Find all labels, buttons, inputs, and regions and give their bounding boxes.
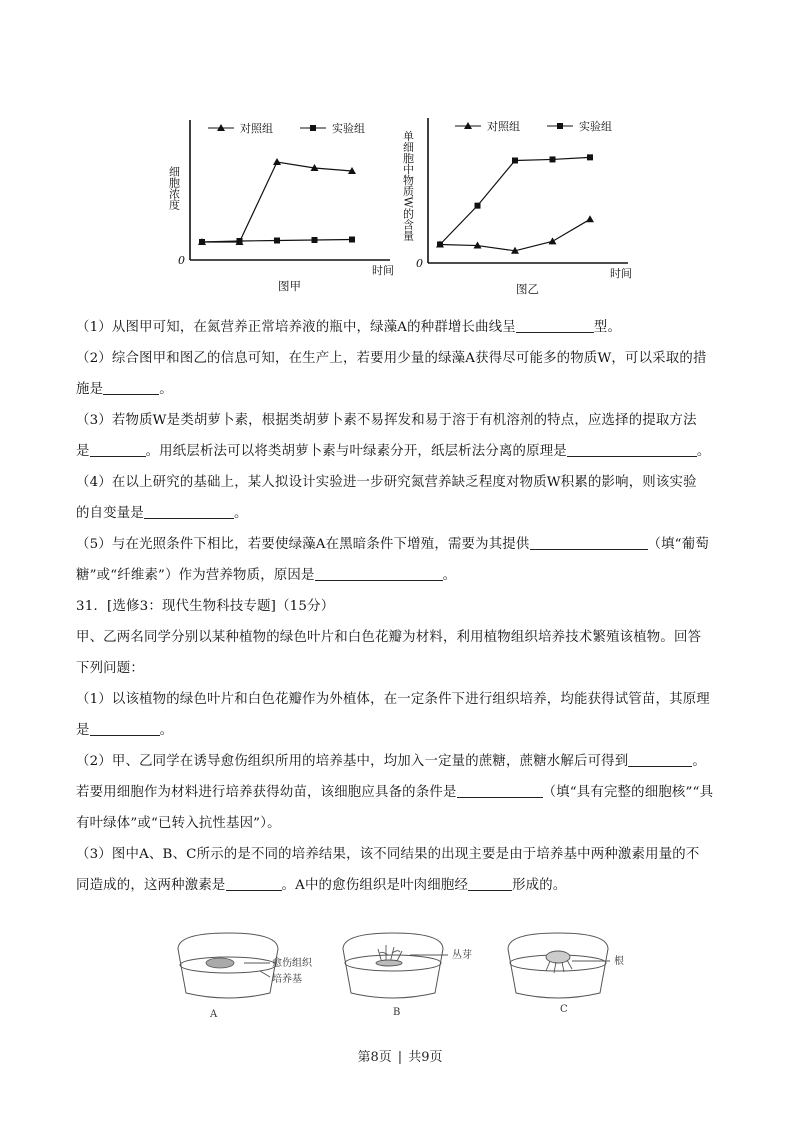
series-line (440, 157, 590, 244)
data-point-triangle (586, 215, 594, 222)
origin-label: 0 (178, 254, 185, 267)
legend-label: 实验组 (579, 120, 612, 133)
q5-line-2: 糖”或“纤维素”）作为营养物质，原因是 。 (76, 568, 457, 583)
y-axis-label: 细胞浓度 (167, 166, 181, 210)
roots-icon (546, 951, 572, 973)
footer-page: 第8页 (357, 1050, 392, 1065)
label-shoots: 丛芽 (452, 950, 472, 961)
data-point-square (349, 237, 355, 243)
data-point-square (237, 238, 243, 244)
q2-line-2: 施是 。 (76, 382, 173, 397)
q4-line-1: （4）在以上研究的基础上，某人拟设计实验进一步研究氮营养缺乏程度对物质W积累的影响，则该实验 (76, 475, 697, 490)
section-31-title: 31．[选修3：现代生物科技专题]（15分） (76, 599, 335, 614)
footer-total: 共9页 (408, 1050, 443, 1065)
q5-line-1: （5）与在光照条件下相比，若要使绿藻A在黑暗条件下增殖，需要为其提供 （填“葡萄 (76, 537, 709, 552)
series-line (440, 219, 590, 251)
caption-a: A (210, 1009, 218, 1020)
p2-line-1: （2）甲、乙同学在诱导愈伤组织所用的培养基中，均加入一定量的蔗糖，蔗糖水解后可得到 。 (76, 754, 706, 769)
data-point-square (587, 154, 593, 160)
q4-line-2: 的自变量是 。 (76, 506, 248, 521)
data-point-square (312, 237, 318, 243)
caption-c: C (560, 1004, 568, 1015)
x-axis-label: 时间 (372, 264, 394, 277)
p1-line-2: 是 。 (76, 723, 174, 738)
p2-line-3: 有叶绿体”或“已转入抗性基因”）。 (76, 816, 281, 831)
data-point-triangle (273, 158, 281, 165)
data-point-square (199, 239, 205, 245)
label-roots: 根 (614, 956, 624, 967)
q3-line-1: （3）若物质W是类胡萝卜素，根据类胡萝卜素不易挥发和易于溶于有机溶剂的特点，应选择的提取方法 (76, 413, 697, 428)
culture-dishes-illustration (160, 925, 630, 1025)
answer-blank[interactable] (90, 721, 160, 736)
answer-blank[interactable] (103, 380, 159, 395)
intro-line-2: 下列问题： (76, 661, 144, 676)
data-point-triangle (549, 237, 557, 244)
answer-blank[interactable] (144, 504, 234, 519)
answer-blank[interactable] (90, 442, 146, 457)
q1-line: （1）从图甲可知，在氮营养正常培养液的瓶中，绿藻A的种群增长曲线呈 型。 (76, 320, 622, 335)
data-point-square (550, 156, 556, 162)
answer-blank[interactable] (567, 442, 697, 457)
answer-blank[interactable] (226, 876, 282, 891)
legend-square-marker (557, 123, 563, 129)
label-medium: 培养基 (272, 974, 302, 985)
data-point-square (437, 242, 443, 248)
callus-icon (206, 958, 234, 968)
caption-b: B (393, 1007, 401, 1018)
p1-line-1: （1）以该植物的绿色叶片和白色花瓣作为外植体，在一定条件下进行组织培养，均能获得试管苗，其原理 (76, 692, 710, 707)
answer-blank[interactable] (315, 566, 443, 581)
data-point-square (274, 238, 280, 244)
line-charts (160, 95, 660, 305)
intro-line-1: 甲、乙两名同学分别以某种植物的绿色叶片和白色花瓣为材料，利用植物组织培养技术繁殖该植物。回答 (76, 630, 702, 645)
series-line (202, 162, 352, 242)
charts-figure (160, 95, 660, 305)
page-footer (0, 1046, 800, 1065)
p3-line-1: （3）图中A、B、C所示的是不同的培养结果，该不同结果的出现主要是由于培养基中两种激素用量的不 (76, 847, 700, 862)
p2-line-2: 若要用细胞作为材料进行培养获得幼苗，该细胞应具备的条件是 （填“具有完整的细胞核”“具 (76, 785, 714, 800)
answer-blank[interactable] (457, 783, 543, 798)
legend-square-marker (310, 125, 316, 131)
footer-separator: | (397, 1050, 403, 1065)
chart-title: 图乙 (516, 282, 539, 296)
answer-blank[interactable] (628, 752, 692, 767)
data-point-square (512, 158, 518, 164)
data-point-square (475, 203, 481, 209)
legend-label: 对照组 (240, 122, 273, 135)
origin-label: 0 (416, 257, 423, 270)
question-text (76, 312, 726, 901)
x-axis-label: 时间 (610, 267, 632, 280)
legend-label: 对照组 (487, 120, 520, 133)
dish-c-icon (508, 933, 608, 998)
answer-blank[interactable] (468, 876, 512, 891)
legend-label: 实验组 (332, 122, 365, 135)
label-callus: 愈伤组织 (272, 958, 312, 969)
q2-line-1: （2）综合图甲和图乙的信息可知，在生产上，若要用少量的绿藻A获得尽可能多的物质W，可以采取的措 (76, 351, 707, 366)
p3-line-2: 同造成的，这两种激素是 。A中的愈伤组织是叶肉细胞经 形成的。 (76, 878, 567, 893)
chart-title: 图甲 (278, 279, 301, 293)
answer-blank[interactable] (530, 535, 648, 550)
y-axis-label: 单细胞中物质W的含量 (401, 130, 415, 241)
answer-blank[interactable] (516, 318, 594, 333)
q3-line-2: 是 。用纸层析法可以将类胡萝卜素与叶绿素分开，纸层析法分离的原理是 。 (76, 444, 711, 459)
culture-dishes-figure (160, 925, 630, 1025)
